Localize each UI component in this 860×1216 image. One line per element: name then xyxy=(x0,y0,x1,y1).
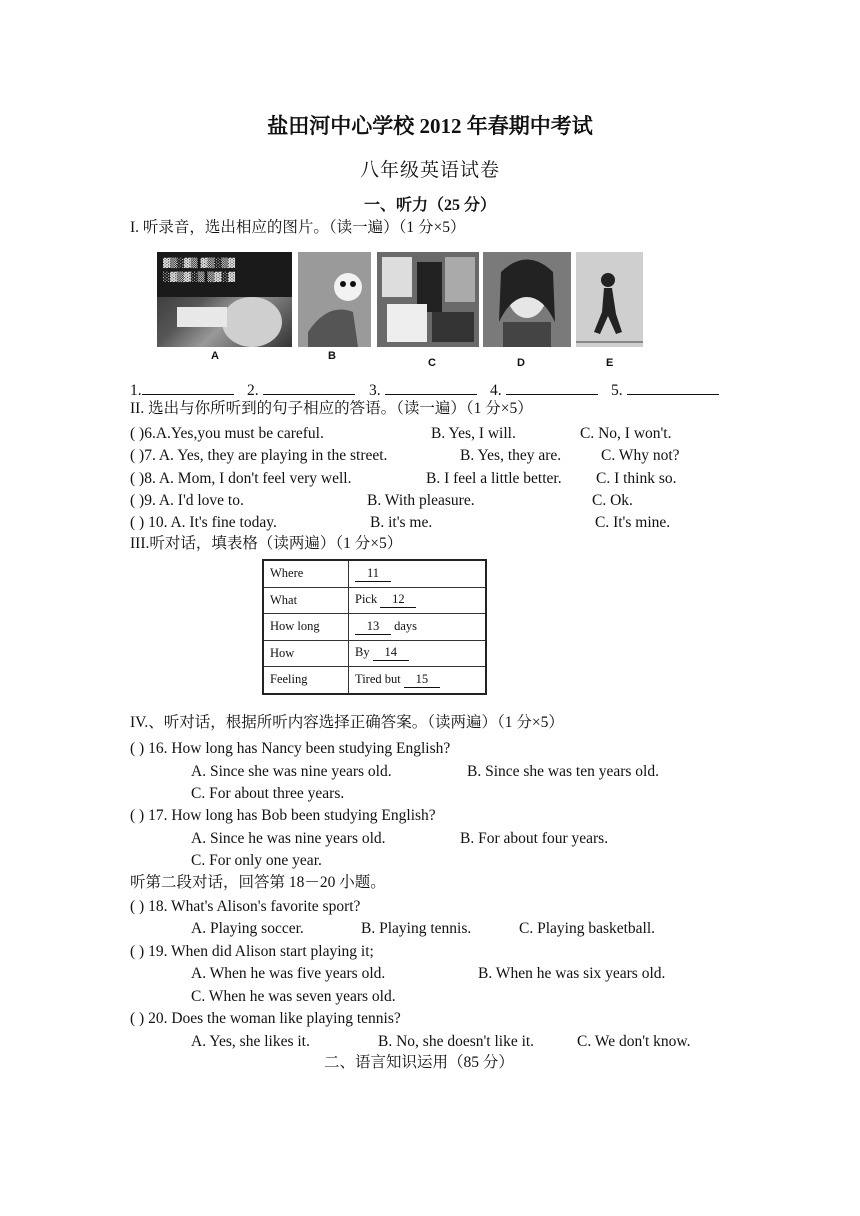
option-b: B. Yes, I will. xyxy=(431,425,516,442)
answer-line xyxy=(142,380,234,395)
blank-number: 12 xyxy=(380,592,416,608)
question-6 xyxy=(130,425,672,444)
answer-number: 5. xyxy=(611,382,623,399)
question-8 xyxy=(130,470,677,489)
answer-blank-5[interactable] xyxy=(611,380,719,401)
second-dialogue-instruction: 听第二段对话，回答第 18－20 小题。 xyxy=(130,874,386,891)
exam-subtitle: 八年级英语试卷 xyxy=(359,160,500,181)
value-prefix: By xyxy=(355,645,373,660)
value-prefix: Tired but xyxy=(355,671,404,686)
table-row xyxy=(263,614,486,641)
svg-text:▓▒░▓▒ ▓▒░▒▓: ▓▒░▓▒ ▓▒░▒▓ xyxy=(163,259,236,269)
question-19-option-a: A. When he was five years old. xyxy=(191,965,386,982)
photo-e xyxy=(576,252,643,347)
option-b: B. Yes, they are. xyxy=(460,447,562,464)
question-10 xyxy=(130,514,671,533)
option-b: B. I feel a little better. xyxy=(426,470,562,487)
table-key: Where xyxy=(263,560,349,587)
photo-d-image xyxy=(483,252,571,347)
table-value[interactable] xyxy=(349,667,487,694)
photo-a-image xyxy=(157,252,292,347)
answer-line xyxy=(627,380,719,395)
option-c: C. No, I won't. xyxy=(580,425,672,442)
question-17-option-b: B. For about four years. xyxy=(460,830,609,847)
photo-label-c: C xyxy=(428,357,436,369)
question-19-option-c: C. When he was seven years old. xyxy=(191,988,396,1005)
blank-number: 15 xyxy=(404,672,440,688)
answer-number: 1. xyxy=(130,382,142,399)
question-text: ( ) 10. A. It's fine today. xyxy=(130,514,277,531)
section-language-heading: 二、语言知识运用（85 分） xyxy=(324,1054,514,1071)
question-text: ( )8. A. Mom, I don't feel very well. xyxy=(130,470,352,487)
option-c: C. Ok. xyxy=(592,492,633,509)
question-17: ( ) 17. How long has Bob been studying English? xyxy=(130,807,436,824)
answer-line xyxy=(263,380,355,395)
photo-a xyxy=(157,252,292,347)
blank-number: 11 xyxy=(355,566,391,582)
question-18-option-c: C. Playing basketball. xyxy=(519,920,656,937)
question-19-option-b: B. When he was six years old. xyxy=(478,965,666,982)
part3-instruction: III.听对话，填表格（读两遍）（1 分×5） xyxy=(130,535,403,552)
table-row xyxy=(263,640,486,667)
blank-number: 13 xyxy=(355,619,391,635)
answer-blank-4[interactable] xyxy=(490,380,598,401)
option-c: C. It's mine. xyxy=(595,514,671,531)
question-16-option-b: B. Since she was ten years old. xyxy=(467,763,659,780)
answer-number: 4. xyxy=(490,382,502,399)
photo-c-image xyxy=(377,252,479,347)
part4-instruction: IV.、听对话，根据所听内容选择正确答案。（读两遍）（1 分×5） xyxy=(130,714,564,731)
question-16-option-a: A. Since she was nine years old. xyxy=(191,763,392,780)
question-17-option-c: C. For only one year. xyxy=(191,852,322,869)
photo-d xyxy=(483,252,571,347)
answer-blank-2[interactable] xyxy=(247,380,355,401)
table-row xyxy=(263,587,486,614)
photo-b-image xyxy=(298,252,371,347)
question-9 xyxy=(130,492,633,511)
photo-label-b: B xyxy=(328,350,336,362)
exam-title: 盐田河中心学校 2012 年春期中考试 xyxy=(267,114,593,138)
question-19: ( ) 19. When did Alison start playing it; xyxy=(130,943,374,960)
option-b: B. it's me. xyxy=(370,514,433,531)
table-value[interactable] xyxy=(349,560,487,587)
question-18-option-b: B. Playing tennis. xyxy=(361,920,472,937)
photo-label-d: D xyxy=(517,357,525,369)
option-c: C. I think so. xyxy=(596,470,677,487)
answer-blank-3[interactable] xyxy=(369,380,477,401)
question-18-option-a: A. Playing soccer. xyxy=(191,920,304,937)
question-text: ( )7. A. Yes, they are playing in the street. xyxy=(130,447,388,464)
question-16: ( ) 16. How long has Nancy been studying English? xyxy=(130,740,451,757)
blank-number: 14 xyxy=(373,645,409,661)
table-row xyxy=(263,667,486,694)
table-key: How long xyxy=(263,614,349,641)
photo-e-image xyxy=(576,252,643,347)
answer-line xyxy=(385,380,477,395)
photo-label-e: E xyxy=(606,357,614,369)
answer-line xyxy=(506,380,598,395)
question-20-option-b: B. No, she doesn't like it. xyxy=(378,1033,535,1050)
question-17-option-a: A. Since he was nine years old. xyxy=(191,830,386,847)
table-key: How xyxy=(263,640,349,667)
question-18: ( ) 18. What's Alison's favorite sport? xyxy=(130,898,361,915)
question-7 xyxy=(130,447,680,466)
option-b: B. With pleasure. xyxy=(367,492,475,509)
photo-label-a: A xyxy=(211,350,219,362)
value-suffix: days xyxy=(391,618,418,633)
question-20-option-a: A. Yes, she likes it. xyxy=(191,1033,310,1050)
table-value[interactable] xyxy=(349,640,487,667)
photo-c xyxy=(377,252,479,347)
question-text: ( )6.A.Yes,you must be careful. xyxy=(130,425,324,442)
section-listening-heading: 一、听力（25 分） xyxy=(363,197,496,214)
question-20-option-c: C. We don't know. xyxy=(577,1033,691,1050)
question-text: ( )9. A. I'd love to. xyxy=(130,492,244,509)
table-key: Feeling xyxy=(263,667,349,694)
part2-instruction: II. 选出与你所听到的句子相应的答语。（读一遍）（1 分×5） xyxy=(130,400,533,417)
table-row xyxy=(263,560,486,587)
value-prefix: Pick xyxy=(355,592,381,607)
question-16-option-c: C. For about three years. xyxy=(191,785,345,802)
answer-blank-1[interactable] xyxy=(130,380,234,401)
answer-number: 3. xyxy=(369,382,381,399)
answer-number: 2. xyxy=(247,382,259,399)
table-value[interactable] xyxy=(349,614,487,641)
table-value[interactable] xyxy=(349,587,487,614)
table-key: What xyxy=(263,587,349,614)
question-20: ( ) 20. Does the woman like playing tennis? xyxy=(130,1010,401,1027)
part1-instruction: I. 听录音，选出相应的图片。（读一遍）（1 分×5） xyxy=(130,219,466,236)
fill-in-table xyxy=(262,559,487,695)
option-c: C. Why not? xyxy=(601,447,680,464)
photo-b xyxy=(298,252,371,347)
svg-text:░▓▒▓░▒ ▒▓░▓: ░▓▒▓░▒ ▒▓░▓ xyxy=(163,273,236,283)
